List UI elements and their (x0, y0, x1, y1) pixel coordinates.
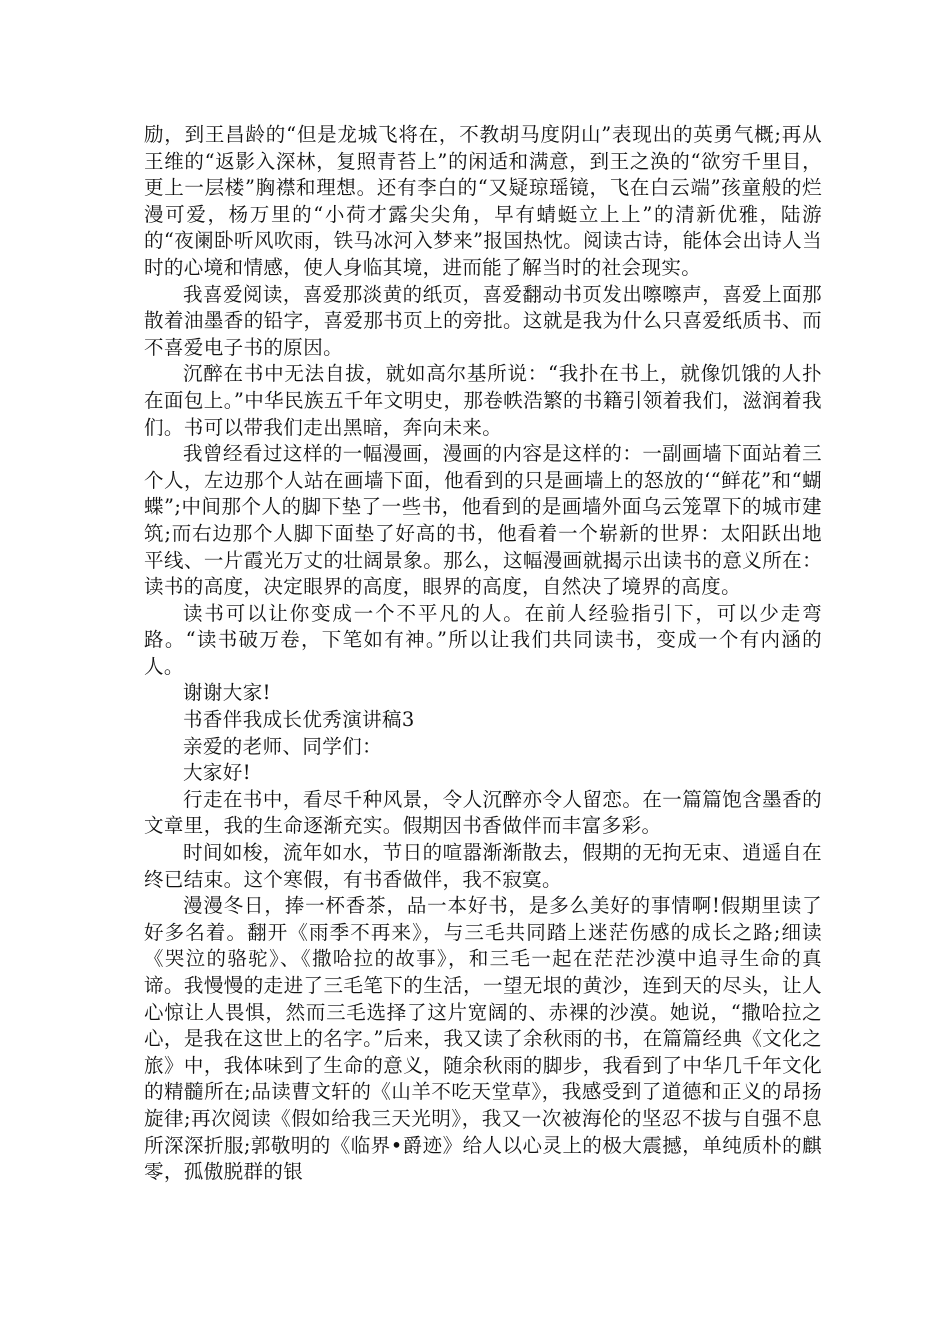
speech-title: 书香伴我成长优秀演讲稿3 (183, 708, 415, 732)
document-body (144, 122, 822, 1186)
paragraph-walking-in-books: 行走在书中，看尽千种风景，令人沉醉亦令人留恋。在一篇篇饱含墨香的文章里，我的生命逐渐充实。假期因书香做伴而丰富多彩。 (144, 787, 822, 838)
paragraph-time-flies: 时间如梭，流年如水，节日的喧嚣渐渐散去，假期的无拘无束、逍遥自在终已结束。这个寒假，有书香做伴，我不寂寞。 (144, 841, 822, 891)
paragraph-paper-books: 我喜爱阅读，喜爱那淡黄的纸页，喜爱翻动书页发出嚓嚓声，喜爱上面那散着油墨香的铅字，喜爱那书页上的旁批。这就是我为什么只喜爱纸质书、而不喜爱电子书的原因。 (144, 282, 822, 359)
paragraph-gorky-quote: 沉醉在书中无法自拔，就如高尔基所说：“我扑在书上，就像饥饿的人扑在面包上。”中华民族五千年文明史，那卷帙浩繁的书籍引领着我们，滋润着我们。书可以带我们走出黑暗，奔向未来。 (144, 362, 822, 439)
paragraph-continued-poetry: 励，到王昌龄的“但是龙城飞将在，不教胡马度阴山”表现出的英勇气概;再从王维的“返影入深林，复照青苔上”的闲适和满意，到王之涣的“欲穷千里目，更上一层楼”胸襟和理想。还有李白的“又疑琼瑶镜，飞在白云端”孩童般的烂漫可爱，杨万里的“小荷才露尖尖角，早有蜻蜓立上上”的清新优雅，陆游的“夜阑卧听风吹雨，铁马冰河入梦来”报国热忱。阅读古诗，能体会出诗人当时的心境和情感，使人身临其境，进而能了解当时的社会现实。 (144, 123, 822, 279)
paragraph-cartoon: 我曾经看过这样的一幅漫画，漫画的内容是这样的：一副画墙下面站着三个人，左边那个人站在画墙下面，他看到的只是画墙上的怒放的‘“鲜花”和“蝴蝶”;中间那个人的脚下垫了一些书，他看到的是画墙外面乌云笼罩下的城市建筑;而右边那个人脚下面垫了好高的书，他看着一个崭新的世界：太阳跃出地平线、一片霞光万丈的壮阔景象。那么，这幅漫画就揭示出读书的意义所在：读书的高度，决定眼界的高度，眼界的高度，自然决了境界的高度。 (144, 442, 822, 599)
paragraph-thanks: 谢谢大家! (183, 681, 271, 705)
salutation: 亲爱的老师、同学们： (183, 734, 383, 758)
paragraph-winter-reading: 漫漫冬日，捧一杯香茶，品一本好书，是多么美好的事情啊!假期里读了好多名着。翻开《雨季不再来》，与三毛共同踏上迷茫伤感的成长之路;细读《哭泣的骆驼》、《撒哈拉的故事》，和三毛一起在茫茫沙漠中追寻生命的真谛。我慢慢的走进了三毛笔下的生活，一望无垠的黄沙，连到天的尽头，让人心惊让人畏惧，然而三毛选择了这片宽阔的、赤裸的沙漠。她说，“撒哈拉之心，是我在这世上的名字。”后来，我又读了余秋雨的书，在篇篇经典《文化之旅》中，我体味到了生命的意义，随余秋雨的脚步，我看到了中华几千年文化的精髓所在;品读曹文轩的《山羊不吃天堂草》，我感受到了道德和正义的昂扬旋律;再次阅读《假如给我三天光明》，我又一次被海伦的坚忍不拔与自强不息所深深折服;郭敬明的《临界•爵迹》给人以心灵上的极大震撼，单纯质朴的麒零，孤傲脱群的银 (144, 894, 822, 1184)
greeting: 大家好! (183, 761, 251, 785)
paragraph-extraordinary: 读书可以让你变成一个不平凡的人。在前人经验指引下，可以少走弯路。“读书破万卷，下笔如有神。”所以让我们共同读书，变成一个有内涵的人。 (144, 601, 822, 678)
